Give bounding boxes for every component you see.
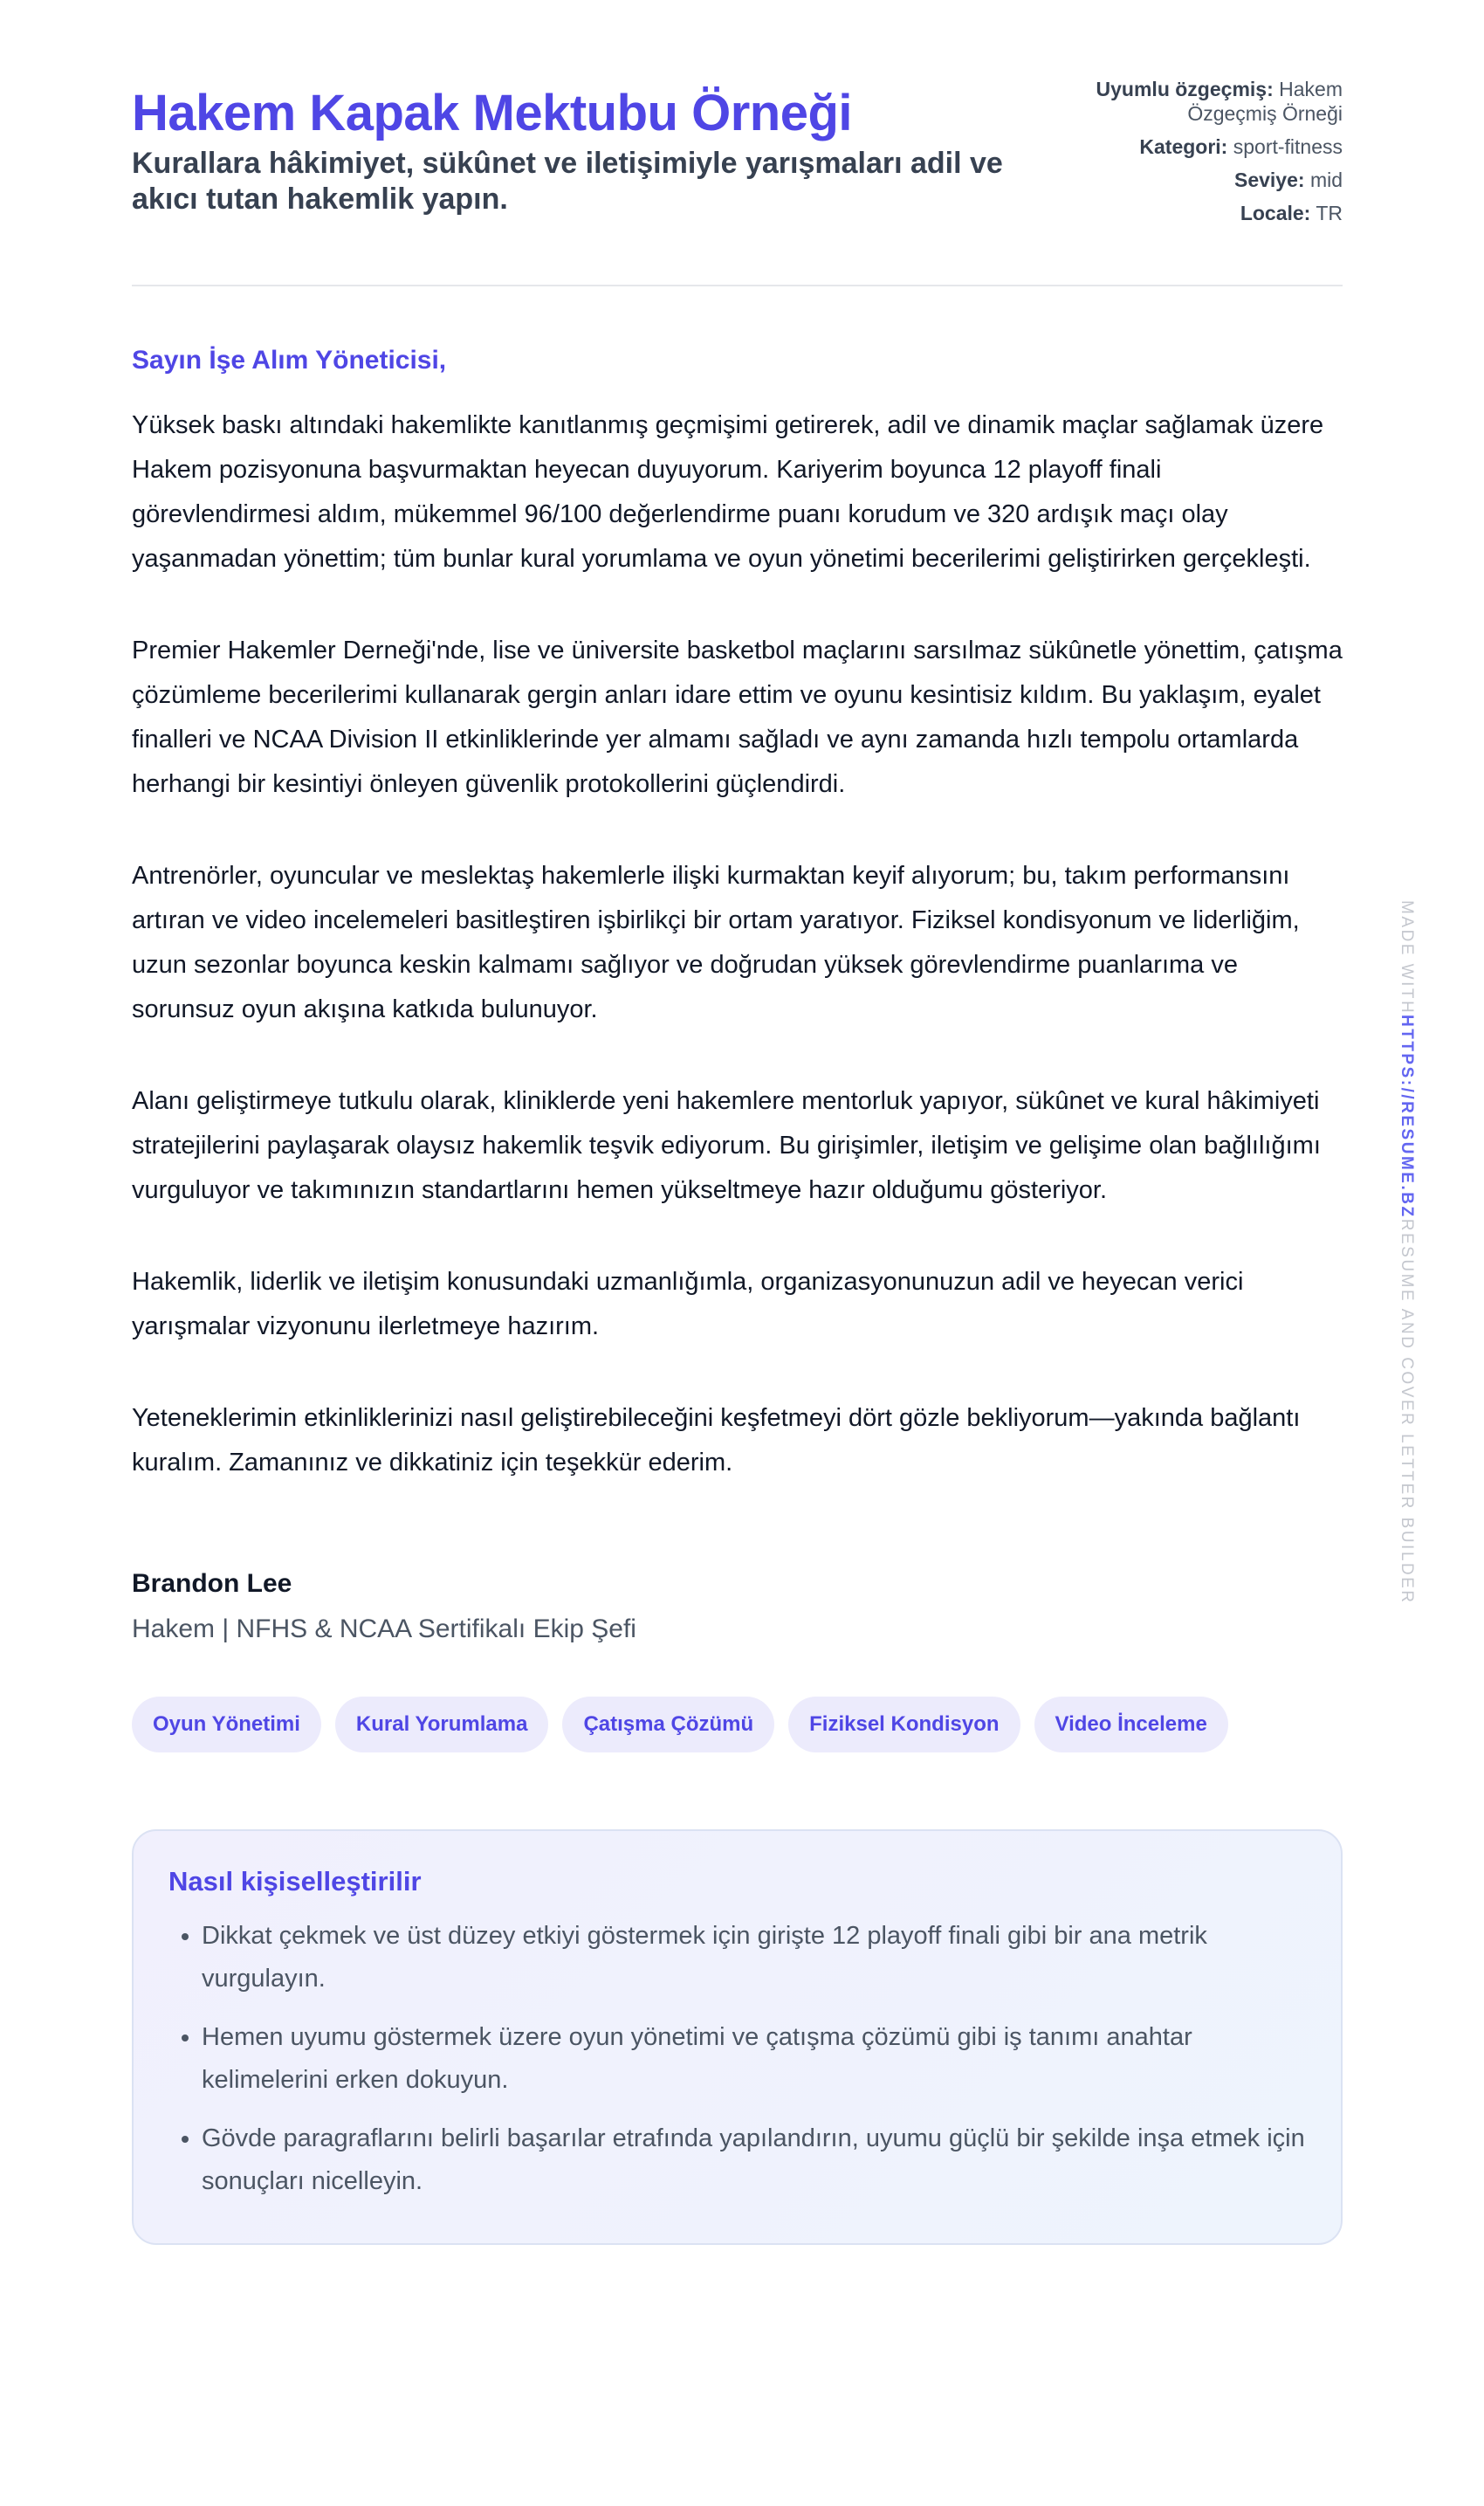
skill-tags: [132, 1697, 1343, 1752]
meta-label: Uyumlu özgeçmiş:: [1096, 78, 1274, 100]
tips-title: Nasıl kişiselleştirilir: [168, 1866, 422, 1897]
meta-locale: [1063, 201, 1343, 225]
signature-name: Brandon Lee: [132, 1569, 292, 1598]
meta-value: sport-fitness: [1233, 135, 1343, 158]
paragraph: Yüksek baskı altındaki hakemlikte kanıtlanmış geçmişimi getirerek, adil ve dinamik maçlar sağlamak üzere Hakem pozisyonuna başvurmaktan heyecan duyuyorum. Kariyerim boyunca 12 playoff finali görevlendirmesi aldım, mükemmel 96/100 değerlendirme puanı korudum ve 320 ardışık maçı olay yaşanmadan yönettim; tüm bunlar kural yorumlama ve oyun yönetimi becerilerimi geliştirirken gerçekleşti.: [132, 411, 1324, 573]
meta-level: [1063, 168, 1343, 192]
skill-tag: Kural Yorumlama: [335, 1697, 549, 1752]
meta-value: Hakem Özgeçmiş Örneği: [1187, 78, 1343, 125]
tip-item: • Hemen uyumu göstermek üzere oyun yönetimi ve çatışma çözümü gibi iş tanımı anahtar kelimelerini erken dokuyun.: [202, 2016, 1306, 2102]
meta-label: Locale:: [1240, 202, 1311, 224]
watermark-suffix: RESUME AND COVER LETTER BUILDER: [1398, 1218, 1416, 1605]
paragraph: Alanı geliştirmeye tutkulu olarak, kliniklerde yeni hakemlere mentorluk yapıyor, sükûnet ve kural hâkimiyeti stratejilerini paylaşarak olaysız hakemlik teşvik ediyorum. Bu girişimler, iletişim ve gelişime olan bağlılığımı vurguluyor ve takımınızın standartlarını hemen yükseltmeye hazır olduğumu gösteriyor.: [132, 1087, 1321, 1204]
tips-list: [168, 1915, 1306, 2203]
meta-value: mid: [1309, 169, 1343, 191]
meta-value: TR: [1316, 202, 1343, 224]
watermark: [1397, 900, 1416, 1605]
signature-title: Hakem | NFHS & NCAA Sertifikalı Ekip Şefi: [132, 1614, 636, 1643]
meta-resume: [1063, 77, 1343, 126]
watermark-link[interactable]: HTTPS://RESUME.BZ: [1398, 1015, 1416, 1219]
skill-tag: Oyun Yönetimi: [132, 1697, 321, 1752]
skill-tag: Çatışma Çözümü: [562, 1697, 774, 1752]
salutation: Sayın İşe Alım Yöneticisi,: [132, 346, 447, 375]
paragraph: Antrenörler, oyuncular ve meslektaş hakemlerle ilişki kurmaktan keyif alıyorum; bu, takım performansını artıran ve video incelemeleri basitleştiren işbirlikçi bir ortam yaratıyor. Fiziksel kondisyonum ve liderliğim, uzun sezonlar boyunca keskin kalmamı sağlıyor ve doğrudan yüksek görevlendirme puanlarıma ve sorunsuz oyun akışına katkıda bulunuyor.: [132, 862, 1300, 1023]
cover-letter: [132, 77, 1343, 2245]
meta-category: [1063, 134, 1343, 159]
skill-tag: Fiziksel Kondisyon: [788, 1697, 1020, 1752]
skill-tag: Video İnceleme: [1034, 1697, 1228, 1752]
paragraph: Premier Hakemler Derneği'nde, lise ve üniversite basketbol maçlarını sarsılmaz sükûnetle yönettim, çatışma çözümleme becerilerimi kullanarak gergin anları idare ettim ve oyunu kesintisiz kıldım. Bu yaklaşım, eyalet finalleri ve NCAA Division II etkinliklerinde yer almamı sağladı ve aynı zamanda hızlı tempolu ortamlarda herhangi bir kesintiyi önleyen güvenlik protokollerini güçlendirdi.: [132, 637, 1343, 798]
page-title: Hakem Kapak Mektubu Örneği: [132, 85, 852, 141]
tip-item: • Dikkat çekmek ve üst düzey etkiyi göstermek için girişte 12 playoff finali gibi bir ana metrik vurgulayın.: [202, 1915, 1306, 2000]
tip-item: • Gövde paragraflarını belirli başarılar etrafında yapılandırın, uyumu güçlü bir şekilde inşa etmek için sonuçları nicelleyin.: [202, 2117, 1306, 2203]
watermark-prefix: MADE WITH: [1398, 900, 1416, 1015]
customization-tips: [132, 1829, 1343, 2245]
meta-info: [1063, 77, 1343, 234]
paragraph: Hakemlik, liderlik ve iletişim konusundaki uzmanlığımla, organizasyonunuzun adil ve heyecan verici yarışmalar vizyonunu ilerletmeye hazırım.: [132, 1268, 1244, 1340]
meta-label: Seviye:: [1233, 169, 1305, 191]
header: [132, 77, 1343, 234]
page-subtitle: Kurallara hâkimiyet, sükûnet ve iletişimiyle yarışmaları adil ve akıcı tutan hakemlik yapın.: [132, 147, 1003, 216]
meta-label: Kategori:: [1139, 135, 1228, 158]
divider: [132, 285, 1343, 286]
paragraph: Yeteneklerimin etkinliklerinizi nasıl geliştirebileceğini keşfetmeyi dört gözle bekliyorum—yakında bağlantı kuralım. Zamanınız ve dikkatiniz için teşekkür ederim.: [132, 1404, 1301, 1477]
